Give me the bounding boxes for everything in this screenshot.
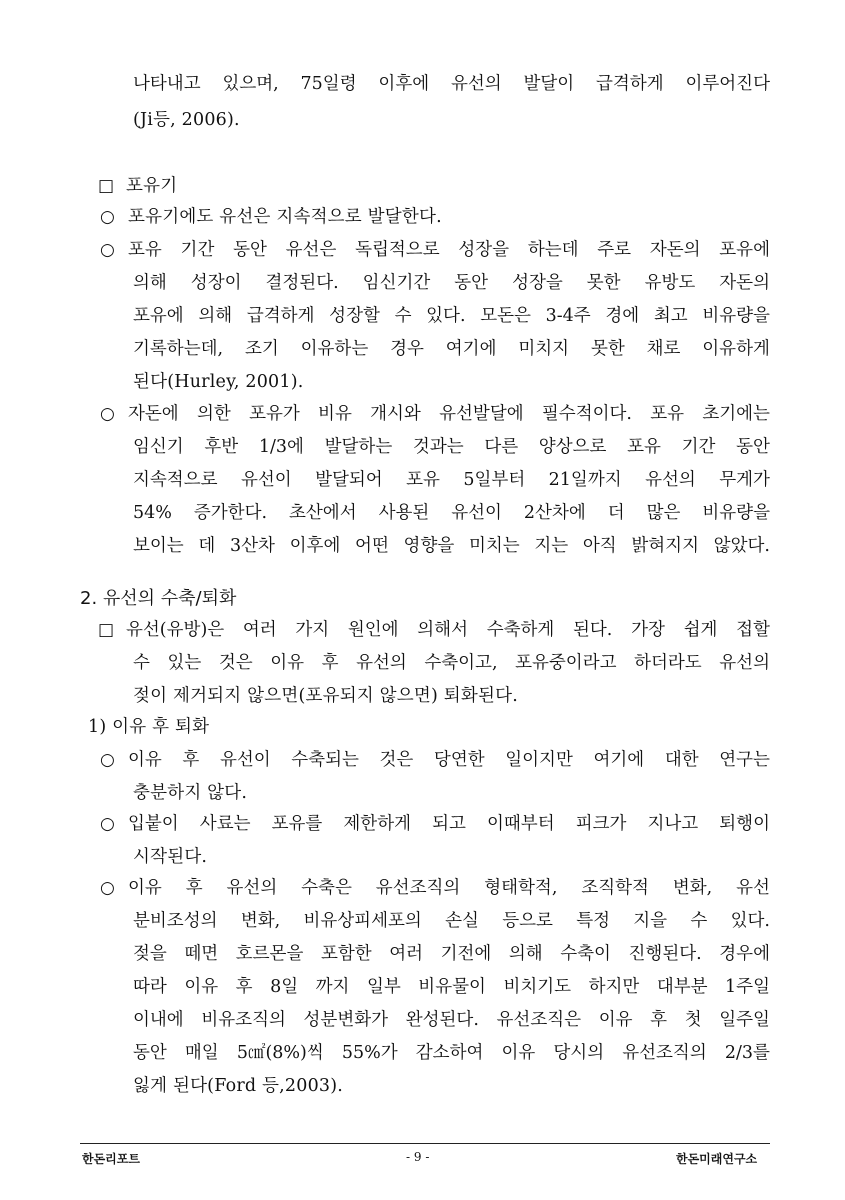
word: 자돈의 xyxy=(719,273,770,293)
bullet-text-line xyxy=(133,1045,770,1063)
bullet-text-line xyxy=(133,275,770,293)
bullet-text-line: 시작된다. xyxy=(133,847,208,867)
word: 이후에 xyxy=(378,74,430,94)
word: 수 xyxy=(133,653,150,673)
word: 여러 xyxy=(389,944,424,964)
word: 유선이 xyxy=(451,503,502,523)
text-line: (Ji등, 2006). xyxy=(133,110,240,130)
word: 대한 xyxy=(664,750,699,770)
word: 비유조직의 xyxy=(201,1010,286,1030)
word: 자돈에 xyxy=(128,404,179,424)
word: 수 xyxy=(394,306,412,326)
bullet-text-line xyxy=(128,752,770,770)
word: 되고 xyxy=(432,814,466,834)
word: 필수적이다. xyxy=(541,404,632,424)
word: 일부 xyxy=(366,977,401,997)
word: 임신기간 xyxy=(362,273,431,293)
word: 더 xyxy=(607,503,625,523)
circle-bullet-icon: ○ xyxy=(100,750,115,770)
word: 떼면 xyxy=(184,944,219,964)
word: 후 xyxy=(235,977,253,997)
word: 지나고 xyxy=(647,814,699,834)
word: 성장이 xyxy=(190,273,242,293)
word: 호르몬을 xyxy=(235,944,304,964)
word: 유선이 xyxy=(219,750,271,770)
word: 지을 xyxy=(633,911,668,931)
word: 퇴행이 xyxy=(719,814,770,834)
word: 특정 xyxy=(576,911,610,931)
word: 수축이고, xyxy=(424,653,498,673)
word: 이유 xyxy=(598,1010,633,1030)
word: 여기에 xyxy=(593,750,645,770)
word: 유선의 xyxy=(450,74,502,94)
word: 당연한 xyxy=(433,750,485,770)
bullet-text-line xyxy=(133,505,770,523)
word: 1주일 xyxy=(725,977,770,997)
bullet-text-line xyxy=(128,880,770,898)
bullet-text-line xyxy=(133,308,770,326)
word: 증가한다. xyxy=(193,503,268,523)
word: 미치지 xyxy=(518,339,570,359)
word: 양상으로 xyxy=(538,437,607,457)
word: 이내에 xyxy=(133,1010,184,1030)
word: 당시의 xyxy=(553,1043,605,1063)
word: 유선의 xyxy=(645,470,696,490)
word: 조직학적 xyxy=(581,878,649,898)
word: 후 xyxy=(182,750,200,770)
section-heading: 2. 유선의 수축/퇴화 xyxy=(80,588,237,609)
bullet-text-line: 된다(Hurley, 2001). xyxy=(133,372,304,392)
word: 데 xyxy=(198,536,216,556)
circle-bullet-icon: ○ xyxy=(100,814,115,834)
bullet-text-line xyxy=(128,406,770,424)
word: 여기에 xyxy=(445,339,497,359)
circle-bullet-icon: ○ xyxy=(100,240,115,260)
word: 후 xyxy=(185,878,203,898)
word: 2산차에 xyxy=(523,503,586,523)
bullet-text-line xyxy=(128,816,770,834)
text-line xyxy=(133,76,770,94)
word: 이유 xyxy=(501,1043,536,1063)
footer-right: 한돈미래연구소 xyxy=(676,1152,758,1166)
word: 유방도 xyxy=(644,273,696,293)
word: 이때부터 xyxy=(486,814,555,834)
word: 의한 xyxy=(196,404,231,424)
word: 진행된다. xyxy=(628,944,702,964)
word: 무게가 xyxy=(719,470,770,490)
word: 밝혀지지 xyxy=(631,536,699,556)
word: 영향을 xyxy=(403,536,455,556)
word: 모돈은 xyxy=(480,306,531,326)
word: 젖을 xyxy=(133,944,167,964)
section-title: 포유기 xyxy=(126,176,178,196)
word: 감소하여 xyxy=(415,1043,484,1063)
word: 발달이 xyxy=(523,74,575,94)
word: 유선은 xyxy=(285,240,337,260)
word: 포유가 xyxy=(249,404,300,424)
word: 비유 xyxy=(318,404,352,424)
word: 있다. xyxy=(426,306,466,326)
word: 유선조직의 xyxy=(622,1043,707,1063)
word: 접할 xyxy=(736,620,770,640)
word: 가지 xyxy=(295,620,330,640)
word: 원인에 xyxy=(347,620,399,640)
word: 포유 xyxy=(128,240,162,260)
bullet-text-line xyxy=(133,538,770,556)
bullet-text-line xyxy=(133,439,770,457)
word: 된다. xyxy=(573,620,613,640)
circle-bullet-icon: ○ xyxy=(100,878,115,898)
word: 이유 xyxy=(184,977,219,997)
word: 연구는 xyxy=(719,750,770,770)
word: 이유 xyxy=(270,653,305,673)
word: 매일 xyxy=(184,1043,219,1063)
word: 8일 xyxy=(270,977,299,997)
word: 5㎠(8%)씩 xyxy=(236,1043,324,1063)
word: 포유에 xyxy=(719,240,770,260)
word: 자돈의 xyxy=(649,240,701,260)
word: 의해서 xyxy=(417,620,468,640)
word: 급격하게 xyxy=(596,74,664,94)
word: 완성된다. xyxy=(405,1010,479,1030)
word: 포유중이라고 xyxy=(515,653,617,673)
word: 채로 xyxy=(646,339,681,359)
word: 수 xyxy=(690,911,708,931)
word: 비유량을 xyxy=(702,306,770,326)
word: 성분변화가 xyxy=(303,1010,389,1030)
word: 있으며, xyxy=(222,74,279,94)
word: 수축하게 xyxy=(486,620,555,640)
word: 지속적으로 xyxy=(133,470,218,490)
word: 첫 xyxy=(684,1010,702,1030)
word: 하는데 xyxy=(527,240,579,260)
word: 이유하게 xyxy=(702,339,770,359)
page-number: - 9 - xyxy=(406,1150,430,1164)
bullet-text-line xyxy=(133,472,770,490)
word: 포유 xyxy=(627,437,661,457)
word: 손실 xyxy=(445,911,479,931)
word: 경에 xyxy=(605,306,640,326)
word: 유선조직의 xyxy=(375,878,461,898)
word: 기간 xyxy=(180,240,215,260)
word: 일이지만 xyxy=(505,750,573,770)
word: 것은 xyxy=(218,653,253,673)
word: 동안 xyxy=(133,1043,167,1063)
word: 유선(유방)은 xyxy=(126,620,225,640)
word: 형태학적, xyxy=(484,878,558,898)
word: 것과는 xyxy=(412,437,464,457)
word: 일주일 xyxy=(719,1010,770,1030)
word: 성장할 xyxy=(329,306,380,326)
word: 하지만 xyxy=(588,977,640,997)
word: 동안 xyxy=(454,273,489,293)
bullet-text-line xyxy=(133,946,770,964)
word: 입붙이 xyxy=(128,814,179,834)
word: 변화, xyxy=(672,878,713,898)
word: 유선발달에 xyxy=(439,404,524,424)
word: 포유에 xyxy=(133,306,184,326)
word: 1/3에 xyxy=(258,437,304,457)
word: 가장 xyxy=(631,620,665,640)
word: 의해 xyxy=(133,273,167,293)
word: 발달되어 xyxy=(315,470,383,490)
word: 유선이 xyxy=(240,470,292,490)
word: 수축은 xyxy=(301,878,352,898)
bullet-text-line xyxy=(133,1012,770,1030)
word: 까지 xyxy=(315,977,350,997)
word: 많은 xyxy=(646,503,681,523)
bullet-text-line: 충분하지 않다. xyxy=(133,783,248,803)
word: 변화, xyxy=(240,911,281,931)
word: 기간 xyxy=(681,437,716,457)
word: 여러 xyxy=(242,620,277,640)
word: 후 xyxy=(321,653,339,673)
word: 초기에는 xyxy=(702,404,770,424)
word: 급격하게 xyxy=(246,306,315,326)
word: 지는 xyxy=(534,536,569,556)
word: 비유물이 xyxy=(418,977,486,997)
word: 기전에 xyxy=(440,944,492,964)
word: 대부분 xyxy=(656,977,708,997)
intro-text-line: 젖이 제거되지 않으면(포유되지 않으면) 퇴화된다. xyxy=(133,686,518,706)
word: 어떤 xyxy=(355,536,389,556)
word: 못한 xyxy=(590,339,625,359)
word: 유선조직은 xyxy=(496,1010,582,1030)
word: 결정된다. xyxy=(265,273,339,293)
word: 보이는 xyxy=(133,536,184,556)
word: 경우 xyxy=(390,339,424,359)
word: 성장을 xyxy=(458,240,510,260)
word: 3-4주 xyxy=(545,306,591,326)
word: 후 xyxy=(650,1010,668,1030)
footer-divider xyxy=(80,1143,770,1144)
intro-text-line xyxy=(126,622,770,640)
word: 동안 xyxy=(233,240,267,260)
word: 2/3를 xyxy=(724,1043,770,1063)
subsection-title: 1) 이유 후 퇴화 xyxy=(88,717,210,737)
word: 독립적으로 xyxy=(355,240,440,260)
word: 아직 xyxy=(582,536,617,556)
word: 수축이 xyxy=(560,944,611,964)
word: 21일까지 xyxy=(548,470,622,490)
word: 54% xyxy=(133,503,172,523)
word: 것은 xyxy=(379,750,414,770)
word: 의해 xyxy=(198,306,233,326)
word: 이유 xyxy=(128,750,162,770)
word: 등으로 xyxy=(502,911,553,931)
bullet-text-line: 포유기에도 유선은 지속적으로 발달한다. xyxy=(128,207,442,227)
word: 비유량을 xyxy=(702,503,770,523)
circle-bullet-icon: ○ xyxy=(100,207,115,227)
bullet-text-line xyxy=(133,341,770,359)
bullet-text-line xyxy=(128,242,770,260)
word: 최고 xyxy=(653,306,688,326)
word: 비유상피세포의 xyxy=(303,911,422,931)
word: 초산에서 xyxy=(289,503,357,523)
word: 미치는 xyxy=(468,536,520,556)
intro-text-line xyxy=(133,655,770,673)
word: 이후에 xyxy=(289,536,341,556)
word: 5일부터 xyxy=(463,470,526,490)
word: 주로 xyxy=(597,240,632,260)
word: 따라 xyxy=(133,977,167,997)
word: 임신기 xyxy=(133,437,184,457)
word: 포함한 xyxy=(320,944,372,964)
word: 75일령 xyxy=(300,74,357,94)
word: 개시와 xyxy=(370,404,421,424)
word: 쉽게 xyxy=(683,620,718,640)
bullet-text-line: 잃게 된다(Ford 등,2003). xyxy=(133,1076,344,1096)
word: 동안 xyxy=(736,437,770,457)
word: 포유를 xyxy=(271,814,323,834)
word: 포유 xyxy=(650,404,685,424)
word: 3산차 xyxy=(230,536,275,556)
word: 55%가 xyxy=(341,1043,398,1063)
word: 유선의 xyxy=(356,653,407,673)
word: 나타내고 xyxy=(133,74,201,94)
word: 성장을 xyxy=(512,273,563,293)
word: 피크가 xyxy=(575,814,627,834)
bullet-text-line xyxy=(133,913,770,931)
word: 유선 xyxy=(736,878,770,898)
word: 후반 xyxy=(204,437,239,457)
word: 유선의 xyxy=(719,653,770,673)
word: 유선의 xyxy=(226,878,278,898)
word: 못한 xyxy=(586,273,621,293)
word: 이유 xyxy=(128,878,162,898)
word: 조기 xyxy=(244,339,279,359)
word: 기록하는데, xyxy=(133,339,224,359)
word: 이루어진다 xyxy=(685,74,770,94)
word: 분비조성의 xyxy=(133,911,218,931)
word: 포유 xyxy=(406,470,440,490)
footer-left: 한돈리포트 xyxy=(82,1152,140,1166)
bullet-text-line xyxy=(133,979,770,997)
square-bullet-icon: □ xyxy=(98,620,115,640)
word: 이유하는 xyxy=(300,339,369,359)
word: 비치기도 xyxy=(503,977,572,997)
word: 경우에 xyxy=(719,944,770,964)
word: 의해 xyxy=(508,944,543,964)
word: 사용된 xyxy=(378,503,430,523)
word: 않았다. xyxy=(713,536,770,556)
word: 하더라도 xyxy=(634,653,702,673)
word: 제한하게 xyxy=(343,814,412,834)
word: 사료는 xyxy=(199,814,251,834)
word: 발달하는 xyxy=(324,437,393,457)
word: 다른 xyxy=(484,437,519,457)
word: 수축되는 xyxy=(291,750,359,770)
circle-bullet-icon: ○ xyxy=(100,404,115,424)
word: 있는 xyxy=(167,653,202,673)
square-bullet-icon: □ xyxy=(98,176,115,196)
word: 있다. xyxy=(730,911,770,931)
